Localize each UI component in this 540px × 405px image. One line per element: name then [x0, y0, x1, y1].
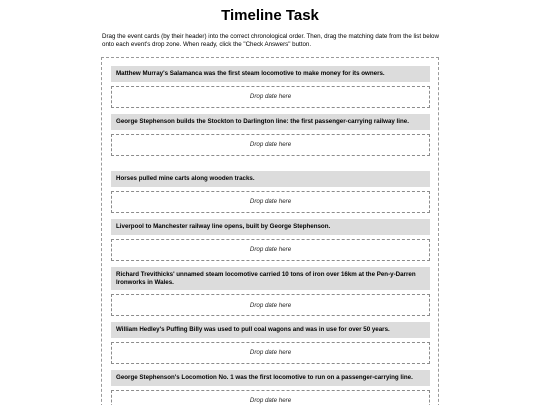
event-card[interactable]	[111, 66, 430, 108]
event-card[interactable]	[111, 322, 430, 364]
date-drop-zone[interactable]: Drop date here	[111, 134, 430, 156]
date-drop-zone[interactable]: Drop date here	[111, 86, 430, 108]
instructions-text: Drag the event cards (by their header) into the correct chronological order. Then, drag the matching date from the list below onto each event's drop zone. When ready, click the "Check Answers" button.	[102, 33, 439, 48]
date-drop-zone[interactable]: Drop date here	[111, 294, 430, 316]
event-card[interactable]	[111, 370, 430, 405]
event-card[interactable]	[111, 267, 430, 316]
event-card-header[interactable]: Richard Trevithicks' unnamed steam locomotive carried 10 tons of iron over 16km at the Pen-y-Darren Ironworks in Wales.	[111, 267, 430, 290]
event-card-header[interactable]: Matthew Murray's Salamanca was the first steam locomotive to make money for its owners.	[111, 66, 430, 82]
date-drop-zone[interactable]: Drop date here	[111, 390, 430, 405]
event-card-header[interactable]: George Stephenson builds the Stockton to Darlington line: the first passenger-carrying railway line.	[111, 114, 430, 130]
date-drop-zone[interactable]: Drop date here	[111, 239, 430, 261]
event-card-header[interactable]: Horses pulled mine carts along wooden tracks.	[111, 171, 430, 187]
event-card-header[interactable]: Liverpool to Manchester railway line opens, built by George Stephenson.	[111, 219, 430, 235]
page-title: Timeline Task	[221, 7, 319, 24]
date-drop-zone[interactable]: Drop date here	[111, 191, 430, 213]
event-card[interactable]	[111, 114, 430, 156]
event-card-header[interactable]: William Hedley's Puffing Billy was used to pull coal wagons and was in use for over 50 years.	[111, 322, 430, 338]
event-cards-container	[101, 57, 439, 405]
event-card[interactable]	[111, 219, 430, 261]
date-drop-zone[interactable]: Drop date here	[111, 342, 430, 364]
event-card[interactable]	[111, 171, 430, 213]
event-card-header[interactable]: George Stephenson's Locomotion No. 1 was the first locomotive to run on a passenger-carrying line.	[111, 370, 430, 386]
